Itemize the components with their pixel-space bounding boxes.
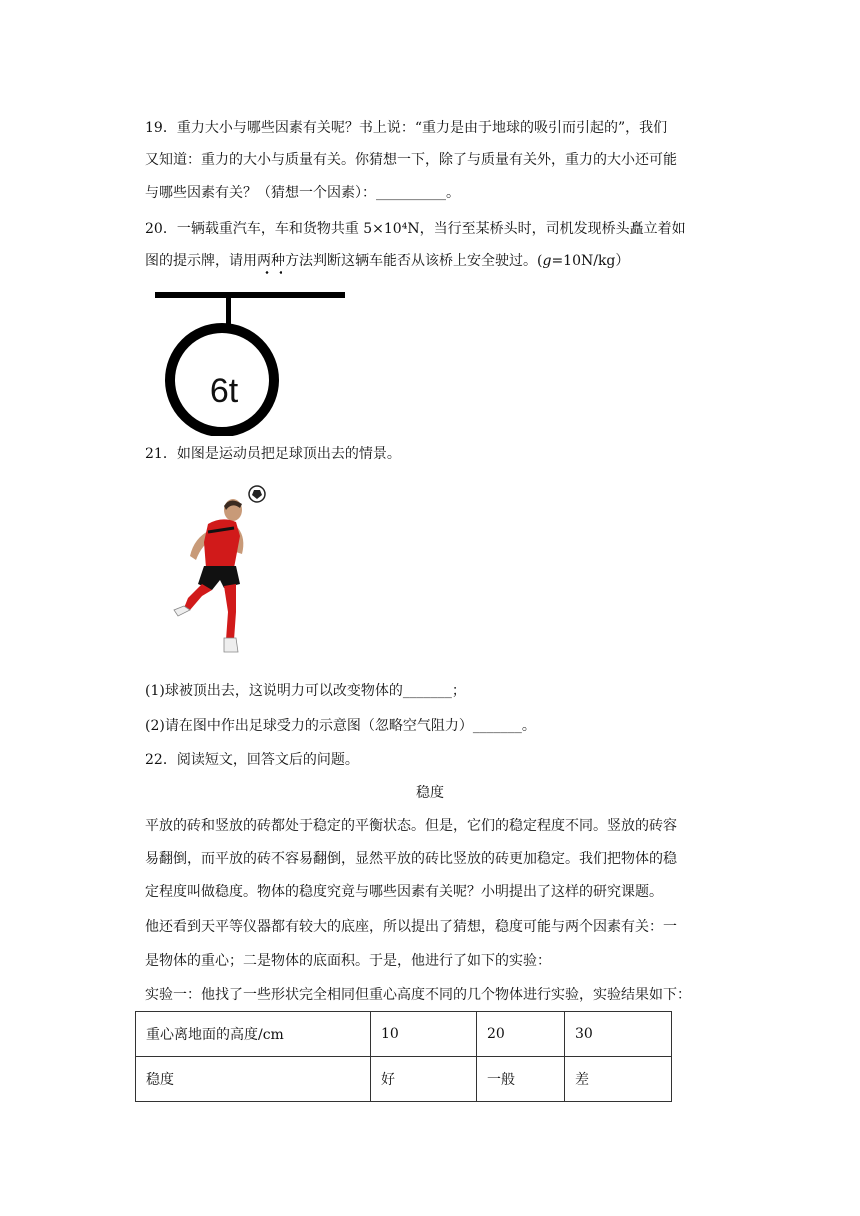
table-cell: 10 [371, 1012, 477, 1057]
table-cell: 30 [565, 1012, 672, 1057]
sign-bar [155, 292, 345, 298]
table-cell: 稳度 [136, 1057, 371, 1102]
q21-sub-1: (1)球被顶出去，这说明力可以改变物体的_______； [145, 683, 466, 699]
q22-stem: 22．阅读短文，回答文后的问题。 [145, 752, 359, 768]
weight-limit-sign-graphic [150, 286, 350, 436]
table-row [136, 1012, 672, 1057]
q22-p2-line-2: 是物体的重心；二是物体的底面积。于是，他进行了如下的实验： [145, 953, 551, 969]
table-cell: 20 [477, 1012, 565, 1057]
q20-g-symbol: g [542, 253, 552, 269]
table-cell: 差 [565, 1057, 672, 1102]
table-cell: 重心离地面的高度/cm [136, 1012, 371, 1057]
q22-p1-line-3: 定程度叫做稳度。物体的稳度究竟与哪些因素有关呢？小明提出了这样的研究课题。 [145, 884, 663, 900]
table-row [136, 1057, 672, 1102]
q22-p3: 实验一：他找了一些形状完全相同但重心高度不同的几个物体进行实验，实验结果如下： [145, 987, 691, 1003]
q20-line-2-part-b: 方法判断这辆车能否从该桥上安全驶过。( [285, 253, 543, 269]
player-left-leg [184, 584, 212, 610]
q22-p1-line-2: 易翻倒，而平放的砖不容易翻倒，显然平放的砖比竖放的砖更加稳定。我们把物体的稳 [145, 851, 677, 867]
player-right-leg [224, 584, 236, 640]
player-shirt [204, 519, 240, 568]
table-cell: 一般 [477, 1057, 565, 1102]
q19-line-3: 与哪些因素有关？（猜想一个因素）：__________。 [145, 185, 460, 201]
q20-line-1: 20．一辆载重汽车，车和货物共重 5×10⁴N，当行至某桥头时，司机发现桥头矗立着如 [145, 221, 686, 237]
q19-line-1: 19．重力大小与哪些因素有关呢？书上说：“重力是由于地球的吸引而引起的”，我们 [145, 120, 668, 136]
q22-p2-line-1: 他还看到天平等仪器都有较大的底座，所以提出了猜想，稳度可能与两个因素有关：一 [145, 919, 677, 935]
table-cell: 好 [371, 1057, 477, 1102]
weight-limit-sign [150, 286, 350, 436]
q20-line-2-part-c: =10N/kg） [551, 253, 630, 269]
q19-line-2: 又知道：重力的大小与质量有关。你猜想一下，除了与质量有关外，重力的大小还可能 [145, 152, 677, 168]
stability-table [135, 1011, 672, 1102]
q21-stem: 21．如图是运动员把足球顶出去的情景。 [145, 446, 401, 462]
q20-line-2 [145, 251, 629, 271]
soccer-player-graphic [150, 480, 275, 660]
player-right-shoe [224, 638, 238, 652]
q21-sub-2: (2)请在图中作出足球受力的示意图（忽略空气阻力）_______。 [145, 718, 536, 734]
q20-line-2-part-a: 图的提示牌，请用 [145, 253, 257, 269]
q22-passage-title: 稳度 [416, 785, 444, 801]
sign-post [226, 298, 231, 324]
q20-emphasis: 两种 [257, 253, 285, 269]
q22-p1-line-1: 平放的砖和竖放的砖都处于稳定的平衡状态。但是，它们的稳定程度不同。竖放的砖容 [145, 818, 677, 834]
soccer-player-figure [150, 480, 275, 660]
sign-label: 6t [209, 372, 239, 410]
